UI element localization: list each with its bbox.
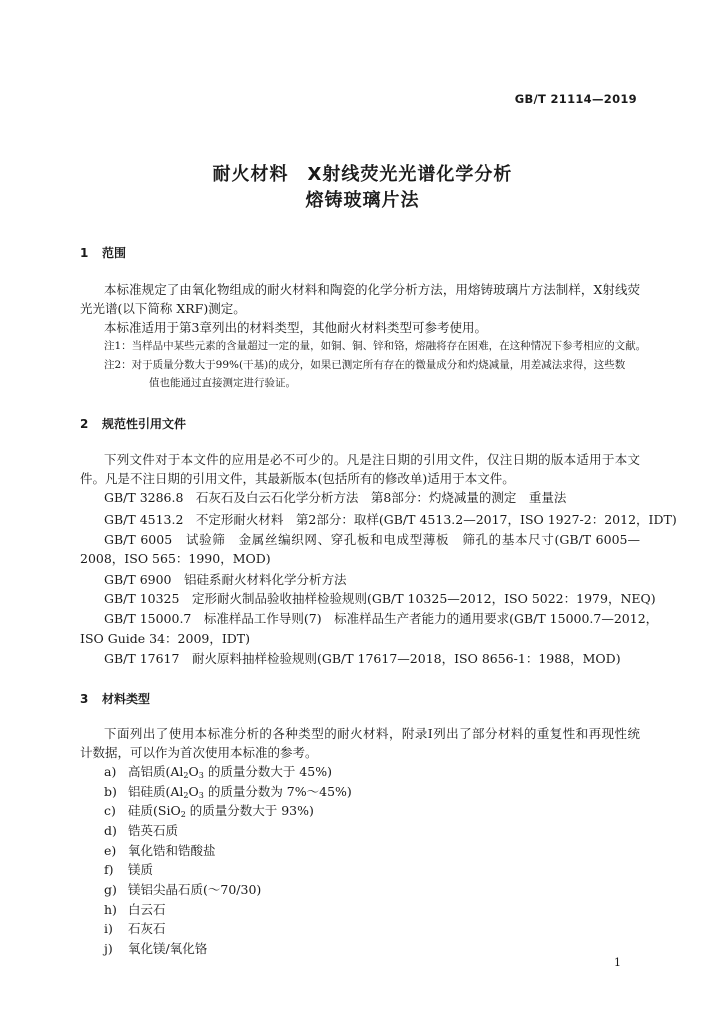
section-number: 2 <box>80 417 89 431</box>
list-item: a) 高铝质($Al_2O_3$ 的质量分数大于 45%) <box>104 764 332 780</box>
list-item-label: b) <box>104 784 117 799</box>
list-item: c) 硅质(SiO$_2$ 的质量分数大于 93%) <box>104 803 314 819</box>
paragraph-line: 本标准规定了由氧化物组成的耐火材料和陶瓷的化学分析方法，用熔铸玻璃片方法制样，X射线荧 <box>104 282 640 297</box>
reference-item: GB/T 17617 耐火原料抽样检验规则(GB/T 17617—2018，ISO 8656-1：1988，MOD) <box>104 651 621 666</box>
list-item-label: j) <box>104 941 113 956</box>
page-number: 1 <box>614 956 621 969</box>
section-1-heading <box>80 244 126 261</box>
reference-item: GB/T 4513.2 不定形耐火材料 第2部分：取样(GB/T 4513.2—2017，ISO 1927-2：2012，IDT) <box>104 512 677 527</box>
list-item-label: e) <box>104 843 117 858</box>
paragraph-line: 计数据，可以作为首次使用本标准的参考。 <box>80 745 318 760</box>
list-item: d) 锆英石质 <box>104 823 179 838</box>
note-2-continuation: 值也能通过直接测定进行验证。 <box>149 377 296 389</box>
document-title-line1: 耐火材料 X射线荧光光谱化学分析 <box>212 164 513 185</box>
list-item: e) 氧化锆和锆酸盐 <box>104 843 216 858</box>
list-item-label: i) <box>104 921 113 936</box>
list-item-label: g) <box>104 882 117 897</box>
list-item: f) 镁质 <box>104 862 154 877</box>
document-title-line2: 熔铸玻璃片法 <box>305 190 420 211</box>
reference-item: GB/T 3286.8 石灰石及白云石化学分析方法 第8部分：灼烧减量的测定 重量法 <box>104 490 567 505</box>
standard-number: GB/T 21114—2019 <box>514 92 637 106</box>
reference-item: GB/T 6005 试验筛 金属丝编织网、穿孔板和电成型薄板 筛孔的基本尺寸(GB/T 6005— <box>104 532 640 547</box>
section-2-heading <box>80 415 186 432</box>
section-3-heading <box>80 690 150 707</box>
list-item-label: f) <box>104 862 114 877</box>
list-item: b) 铝硅质($Al_2O_3$ 的质量分数为 7%～45%) <box>104 784 352 800</box>
reference-item: GB/T 6900 铝硅系耐火材料化学分析方法 <box>104 572 347 587</box>
paragraph-line: 本标准适用于第3章列出的材料类型，其他耐火材料类型可参考使用。 <box>104 320 487 335</box>
note-1: 注1：当样品中某些元素的含量超过一定的量，如铜、铜、锌和铬，熔融将存在困难，在这种情况下参考相应的文献。 <box>104 340 647 352</box>
paragraph-line: 件。凡是不注日期的引用文件，其最新版本(包括所有的修改单)适用于本文件。 <box>80 471 515 486</box>
section-number: 3 <box>80 692 89 706</box>
list-item: h) 白云石 <box>104 902 166 917</box>
list-item: g) 镁铝尖晶石质(～70/30) <box>104 882 262 897</box>
list-item-label: h) <box>104 902 117 917</box>
reference-item-continuation: ISO Guide 34：2009，IDT) <box>80 631 251 646</box>
section-title: 范围 <box>102 246 127 260</box>
section-title: 规范性引用文件 <box>102 417 187 431</box>
paragraph-line: 下面列出了使用本标准分析的各种类型的耐火材料，附录I列出了部分材料的重复性和再现性统 <box>104 726 640 741</box>
reference-item-continuation: 2008，ISO 565：1990，MOD) <box>80 551 271 566</box>
list-item: i) 石灰石 <box>104 921 166 936</box>
paragraph-line: 光光谱(以下简称 XRF)测定。 <box>80 301 246 316</box>
list-item: j) 氧化镁/氧化铬 <box>104 941 208 956</box>
list-item-label: d) <box>104 823 117 838</box>
paragraph-line: 下列文件对于本文件的应用是必不可少的。凡是注日期的引用文件，仅注日期的版本适用于本文 <box>104 452 640 467</box>
section-title: 材料类型 <box>102 692 151 706</box>
list-item-label: a) <box>104 764 117 779</box>
reference-item: GB/T 15000.7 标准样品工作导则(7) 标准样品生产者能力的通用要求(GB/T 15000.7—2012， <box>104 611 659 626</box>
list-item-label: c) <box>104 803 116 818</box>
note-2: 注2：对于质量分数大于99%(干基)的成分，如果已测定所有存在的微量成分和灼烧减量，用差减法求得，这些数 <box>104 359 626 371</box>
reference-item: GB/T 10325 定形耐火制品验收抽样检验规则(GB/T 10325—2012，ISO 5022：1979，NEQ) <box>104 591 656 606</box>
section-number: 1 <box>80 246 89 260</box>
